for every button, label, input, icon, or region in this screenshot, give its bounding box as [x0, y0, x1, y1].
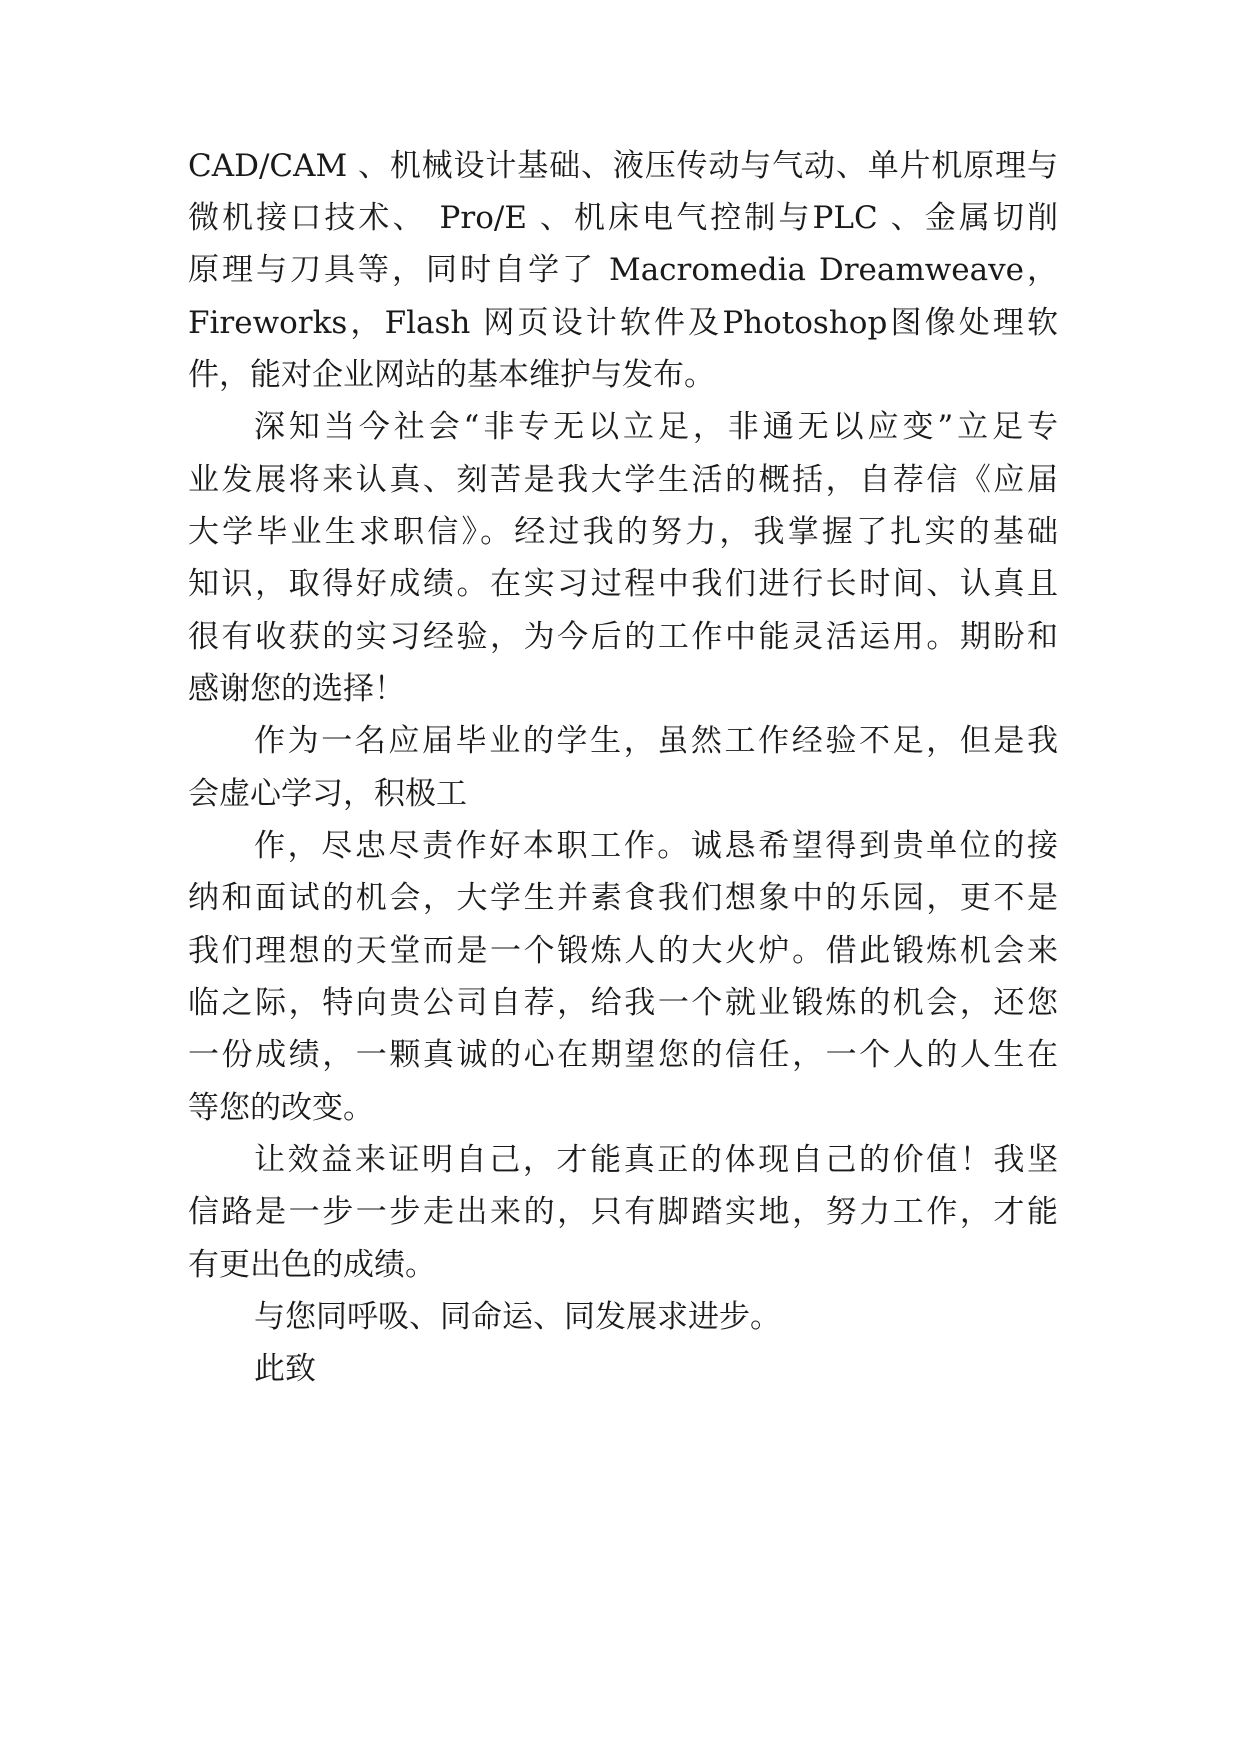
text-line: 大学毕业生求职信》。经过我的努力，我掌握了扎实的基础 — [188, 514, 1058, 550]
paragraph-first-line: 作为一名应届毕业的学生，虽然工作经验不足，但是我 — [254, 723, 1058, 759]
text-line: 会虚心学习，积极工 — [188, 776, 467, 812]
text-line: 微机接口技术、 Pro/E 、机床电气控制与PLC 、金属切削 — [188, 200, 1058, 236]
text-line: 纳和面试的机会，大学生并素食我们想象中的乐园，更不是 — [188, 880, 1058, 916]
text-line: 等您的改变。 — [188, 1090, 374, 1126]
text-line: 知识，取得好成绩。在实习过程中我们进行长时间、认真且 — [188, 566, 1058, 602]
text-line: 原理与刀具等，同时自学了 Macromedia Dreamweave， — [188, 252, 1058, 288]
text-line: 业发展将来认真、刻苦是我大学生活的概括，自荐信《应届 — [188, 462, 1058, 498]
text-line: 感谢您的选择！ — [188, 671, 405, 707]
text-line: CAD/CAM 、机械设计基础、液压传动与气动、单片机原理与 — [188, 148, 1058, 184]
text-line: 我们理想的天堂而是一个锻炼人的大火炉。借此锻炼机会来 — [188, 933, 1058, 969]
text-line: 件，能对企业网站的基本维护与发布。 — [188, 357, 715, 393]
text-line: 很有收获的实习经验，为今后的工作中能灵活运用。期盼和 — [188, 619, 1058, 655]
paragraph-first-line: 深知当今社会“非专无以立足，非通无以应变”立足专 — [254, 409, 1058, 445]
paragraph-first-line: 作，尽忠尽责作好本职工作。诚恳希望得到贵单位的接 — [254, 828, 1058, 864]
paragraph-first-line: 与您同呼吸、同命运、同发展求进步。 — [254, 1299, 781, 1335]
text-line: Fireworks，Flash 网页设计软件及Photoshop图像处理软 — [188, 305, 1058, 341]
text-line: 一份成绩，一颗真诚的心在期望您的信任，一个人的人生在 — [188, 1037, 1058, 1073]
closing-salutation: 此致 — [254, 1351, 316, 1387]
text-line: 临之际，特向贵公司自荐，给我一个就业锻炼的机会，还您 — [188, 985, 1058, 1021]
text-line: 信路是一步一步走出来的，只有脚踏实地，努力工作，才能 — [188, 1194, 1058, 1230]
paragraph-first-line: 让效益来证明自己，才能真正的体现自己的价值！我坚 — [254, 1142, 1058, 1178]
text-line: 有更出色的成绩。 — [188, 1247, 436, 1283]
